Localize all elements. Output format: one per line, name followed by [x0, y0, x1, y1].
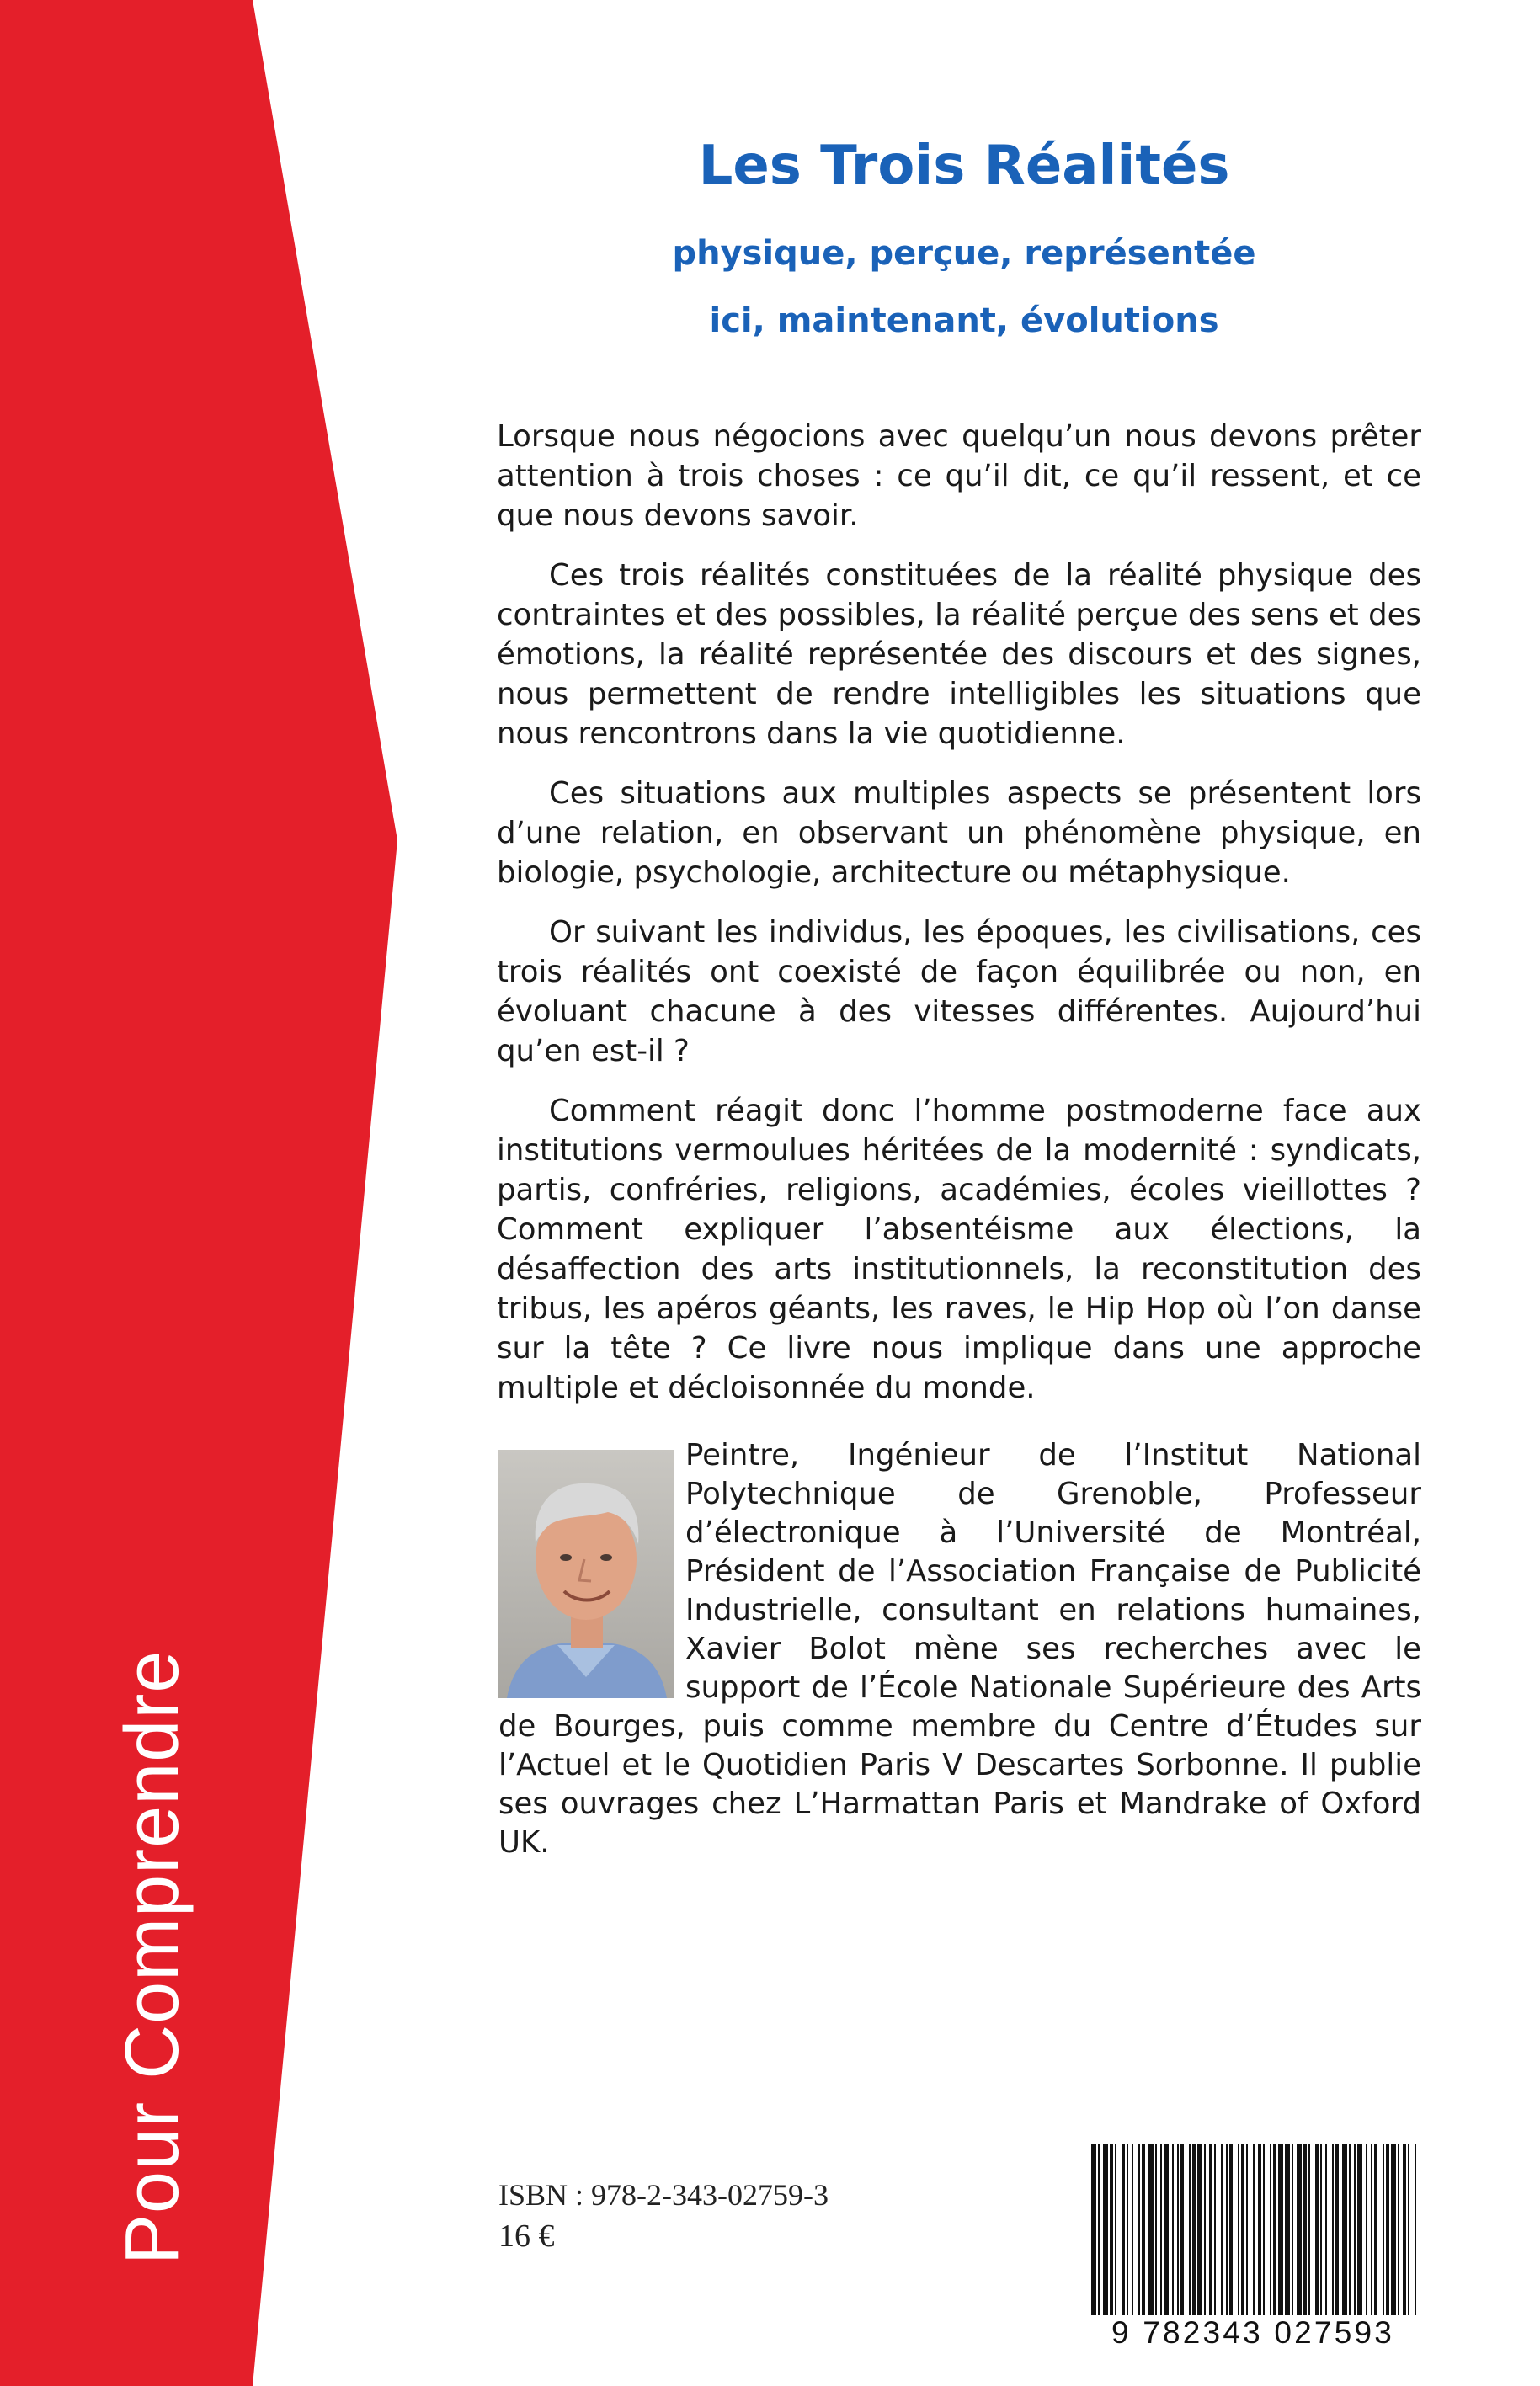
barcode-bar	[1349, 2144, 1351, 2344]
barcode-bar	[1164, 2144, 1169, 2344]
barcode-bar	[1354, 2144, 1356, 2344]
barcode-bar	[1229, 2144, 1233, 2344]
barcode-digits: 9 782343 027593	[1076, 2315, 1430, 2351]
barcode-bar	[1127, 2144, 1128, 2344]
barcode-bar	[1142, 2144, 1145, 2344]
barcode-bar	[1273, 2144, 1276, 2344]
barcode-bar	[1241, 2144, 1244, 2344]
barcode-bar	[1366, 2144, 1367, 2344]
book-title: Les Trois Réalités	[698, 135, 1230, 197]
barcode-bar	[1177, 2144, 1179, 2344]
barcode-bar	[1246, 2144, 1248, 2344]
red-side-band	[0, 0, 404, 2386]
author-bio	[498, 1436, 1421, 1862]
barcode-bar	[1132, 2144, 1133, 2344]
barcode-bar	[1270, 2144, 1271, 2344]
barcode-bar	[1408, 2144, 1409, 2344]
barcode-bar	[1209, 2144, 1212, 2344]
barcode-bar	[1160, 2144, 1162, 2344]
barcode-bar	[1398, 2144, 1399, 2344]
barcode	[1086, 2144, 1423, 2344]
barcode-bar	[1204, 2144, 1206, 2344]
barcode-bar	[1263, 2144, 1265, 2344]
barcode-bar	[1332, 2144, 1334, 2344]
barcode-bar	[1278, 2144, 1283, 2344]
barcode-bar	[1189, 2144, 1191, 2344]
barcode-bar	[1103, 2144, 1108, 2344]
barcode-bar	[1320, 2144, 1322, 2344]
barcode-bar	[1115, 2144, 1116, 2344]
barcode-bar	[1403, 2144, 1406, 2344]
barcode-bar	[1122, 2144, 1125, 2344]
barcode-bar	[1098, 2144, 1100, 2344]
barcode-bar	[1308, 2144, 1310, 2344]
barcode-bar	[1415, 2144, 1416, 2344]
blurb-paragraph: Comment réagit donc l’homme postmoderne face aux institutions vermoulues héritées de la modernité : syndicats, partis, confréries, religions, académies, écoles vieillottes ? Comment expliquer l’absentéisme aux élections, la désaffection des arts institutionnels, la reconstitution des tribus, les apéros géants, les raves, le Hip Hop où l’on danse sur la tête ? Ce livre nous implique dans une approche multiple et décloisonnée du monde.	[497, 1094, 1421, 1405]
barcode-bar	[1374, 2144, 1377, 2344]
barcode-bar	[1297, 2144, 1302, 2344]
isbn: ISBN : 978-2-343-02759-3	[498, 2178, 829, 2212]
photo-spacer	[498, 1436, 685, 1693]
barcode-bar	[1110, 2144, 1113, 2344]
subtitle-line-2: ici, maintenant, évolutions	[709, 301, 1219, 340]
barcode-bar	[1226, 2144, 1228, 2344]
barcode-bar	[1386, 2144, 1389, 2344]
barcode-bar	[1192, 2144, 1196, 2344]
barcode-bar	[1138, 2144, 1140, 2344]
barcode-bar	[1292, 2144, 1293, 2344]
barcode-bar	[1325, 2144, 1327, 2344]
barcode-bar	[1335, 2144, 1339, 2344]
barcode-bar	[1214, 2144, 1216, 2344]
barcode-bar	[1238, 2144, 1239, 2344]
price: 16 €	[498, 2218, 555, 2254]
blurb-paragraph: Or suivant les individus, les époques, les civilisations, ces trois réalités ont coexisté de façon équilibrée ou non, en évoluant chacune à des vitesses différentes. Aujourd’hui qu’en est-il ?	[497, 915, 1421, 1068]
barcode-bar	[1172, 2144, 1174, 2344]
blurb-paragraph: Ces situations aux multiples aspects se présentent lors d’une relation, en observant un phénomène physique, en biologie, psychologie, architecture ou métaphysique.	[497, 776, 1421, 890]
barcode-bar	[1383, 2144, 1384, 2344]
barcode-bar	[1221, 2144, 1223, 2344]
barcode-bar	[1342, 2144, 1347, 2344]
barcode-bar	[1091, 2144, 1096, 2344]
subtitle-line-1: physique, perçue, représentée	[672, 234, 1256, 273]
barcode-bar	[1357, 2144, 1362, 2344]
barcode-bar	[1180, 2144, 1184, 2344]
barcode-bar	[1148, 2144, 1154, 2344]
barcode-bar	[1303, 2144, 1307, 2344]
blurb-paragraph: Lorsque nous négocions avec quelqu’un nous devons prêter attention à trois choses : ce qu’il dit, ce qu’il ressent, et ce que nous devons savoir.	[497, 419, 1421, 533]
blurb-paragraph: Ces trois réalités constituées de la réalité physique des contraintes et des possibles, la réalité perçue des sens et des émotions, la réalité représentée des discours et des signes, nous permettent de rendre intelligibles les situations que nous rencontrons dans la vie quotidienne.	[497, 558, 1421, 751]
barcode-bar	[1197, 2144, 1202, 2344]
barcode-bar	[1315, 2144, 1319, 2344]
blurb	[497, 417, 1421, 1428]
barcode-bar	[1391, 2144, 1396, 2344]
barcode-bar	[1253, 2144, 1255, 2344]
barcode-bar	[1258, 2144, 1261, 2344]
barcode-bar	[1155, 2144, 1157, 2344]
barcode-bar	[1371, 2144, 1372, 2344]
barcode-bar	[1285, 2144, 1290, 2344]
series-name: Pour Comprendre	[110, 1649, 194, 2265]
author-bio-text: Peintre, Ingénieur de l’Institut National Polytechnique de Grenoble, Professeur d’électronique à l’Université de Montréal, Président de l’Association Française de Publicité Industrielle, consultant en relations humaines, Xavier Bolot mène ses recherches avec le support de l’École Nationale Supérieure des Arts de Bourges, puis comme membre du Centre d’Études sur l’Actuel et le Quotidien Paris V Descartes Sorbonne. Il publie ses ouvrages chez L’Harmattan Paris et Mandrake of Oxford UK.	[498, 1438, 1421, 1860]
